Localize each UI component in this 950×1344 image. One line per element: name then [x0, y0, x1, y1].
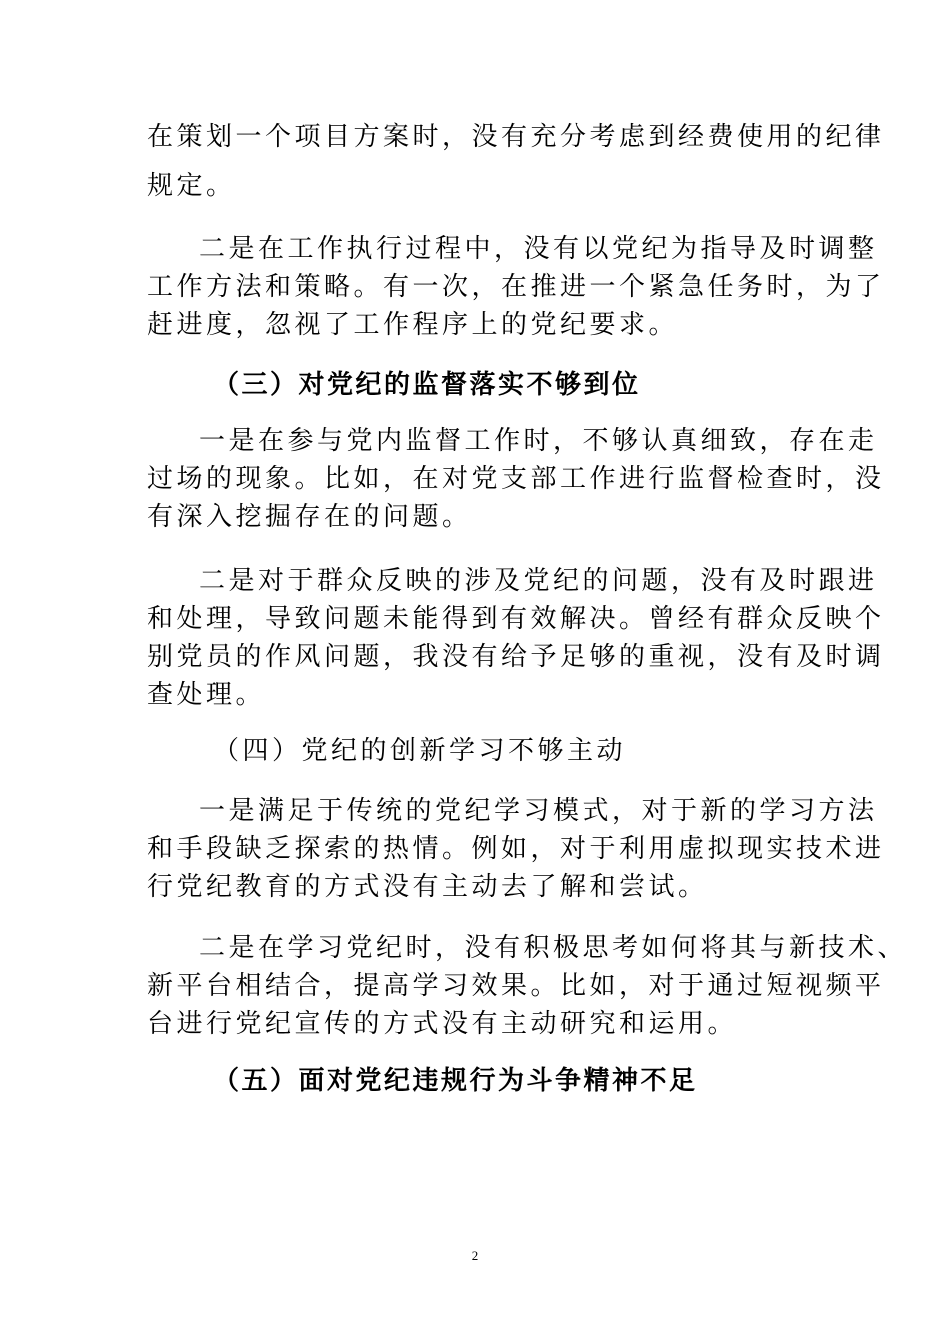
paragraph-line: 和手段缺乏探索的热情。例如，对于利用虚拟现实技术进 [147, 834, 885, 864]
paragraph [147, 792, 885, 906]
paragraph-line: 别党员的作风问题，我没有给予足够的重视，没有及时调 [147, 642, 885, 672]
page-number: 2 [471, 1248, 479, 1263]
paragraph-line: 赶进度，忽视了工作程序上的党纪要求。 [147, 310, 679, 340]
paragraph [147, 230, 885, 344]
paragraph-line: 一是满足于传统的党纪学习模式，对于新的学习方法 [199, 796, 878, 826]
paragraph-line: 二是在学习党纪时，没有积极思考如何将其与新技术、 [199, 933, 908, 963]
paragraph [147, 562, 885, 714]
paragraph [147, 118, 885, 205]
paragraph-line: 台进行党纪宣传的方式没有主动研究和运用。 [147, 1009, 738, 1039]
section-heading: （三）对党纪的监督落实不够到位 [213, 370, 641, 400]
paragraph-line: 和处理，导致问题未能得到有效解决。曾经有群众反映个 [147, 604, 885, 634]
section-heading: （五）面对党纪违规行为斗争精神不足 [213, 1066, 698, 1096]
paragraph [147, 422, 885, 536]
paragraph-line: 新平台相结合，提高学习效果。比如，对于通过短视频平 [147, 971, 885, 1001]
paragraph-line: 行党纪教育的方式没有主动去了解和尝试。 [147, 872, 708, 902]
paragraph-line: 二是对于群众反映的涉及党纪的问题，没有及时跟进 [199, 566, 878, 596]
paragraph-line: 二是在工作执行过程中，没有以党纪为指导及时调整 [199, 234, 878, 264]
paragraph-line: 规定。 [147, 171, 236, 201]
paragraph [147, 929, 908, 1043]
paragraph-line: 一是在参与党内监督工作时，不够认真细致，存在走 [199, 426, 878, 456]
paragraph-line: 工作方法和策略。有一次，在推进一个紧急任务时，为了 [147, 272, 885, 302]
paragraph-line: 在策划一个项目方案时，没有充分考虑到经费使用的纪律 [147, 122, 885, 152]
paragraph-line: 查处理。 [147, 680, 266, 710]
section-heading: （四）党纪的创新学习不够主动 [213, 736, 627, 766]
paragraph-line: 过场的现象。比如，在对党支部工作进行监督检查时，没 [147, 464, 885, 494]
paragraph-line: 有深入挖掘存在的问题。 [147, 502, 472, 532]
